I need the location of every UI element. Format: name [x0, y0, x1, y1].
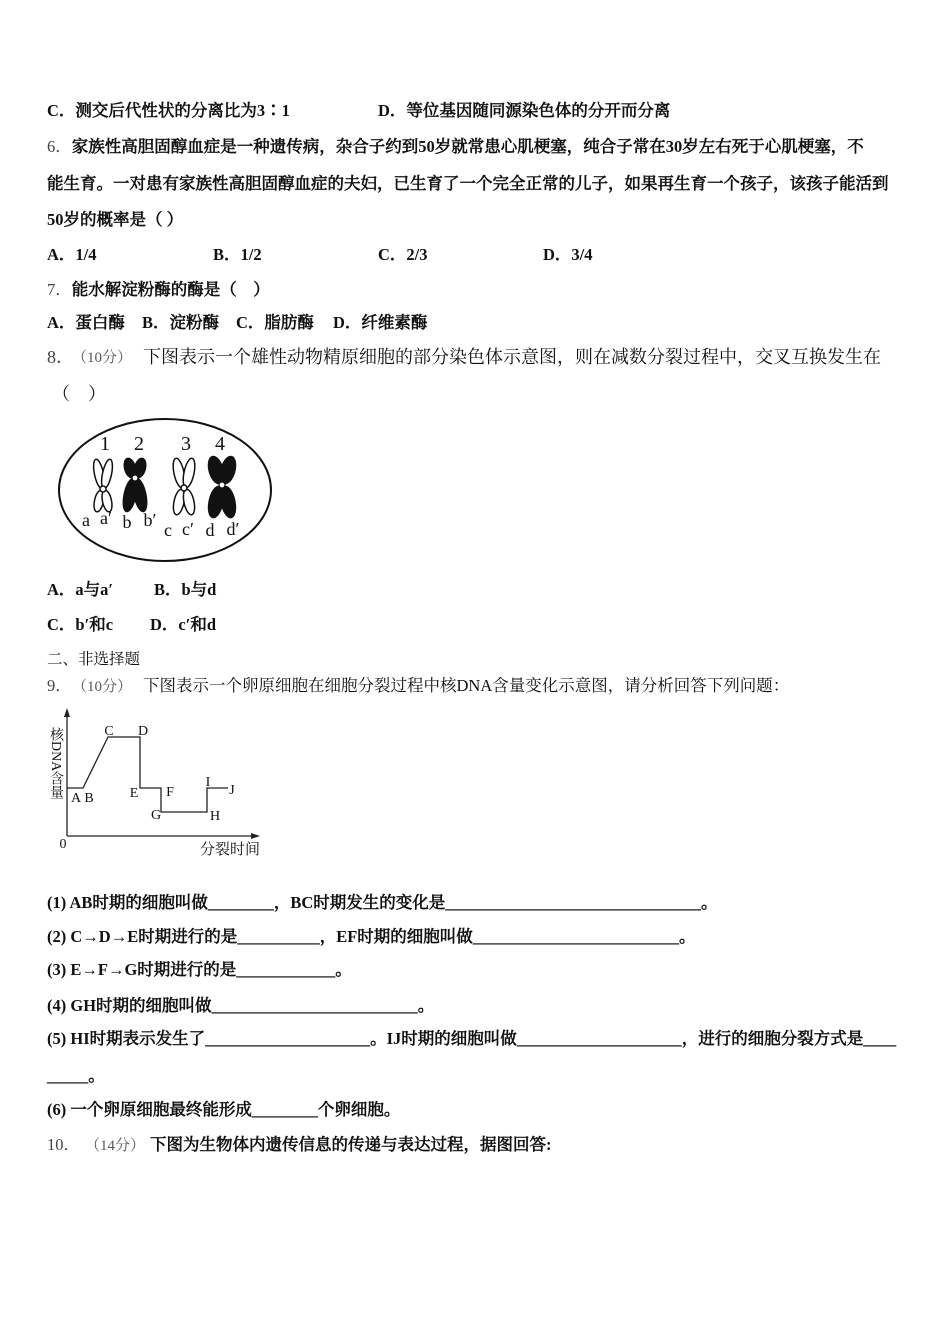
- q9-score: （10分）: [72, 679, 133, 695]
- q10-stem: 下图为生物体内遗传信息的传递与表达过程，据图回答:: [150, 1135, 552, 1154]
- q8-option-c: C．b′和c: [47, 615, 114, 634]
- gene-label-d-prime: d′: [226, 519, 240, 539]
- point-label-h: H: [209, 809, 221, 824]
- gene-label-c-prime: c′: [182, 519, 194, 539]
- gene-label-b: b: [122, 512, 132, 532]
- q8-score: （10分）: [72, 350, 133, 366]
- dna-graph-svg: [40, 705, 270, 865]
- chromatid-arm: [181, 457, 197, 488]
- point-label-j: J: [229, 783, 235, 798]
- q10-score: （14分）: [85, 1138, 146, 1154]
- q6-stem-line-2: 能生育。一对患有家族性高胆固醇血症的夫妇，已生育了一个完全正常的儿子，如果再生育一个孩子，该孩子能活到: [47, 174, 889, 193]
- chromatid-arm: [131, 477, 150, 513]
- q8-chromosome-figure: [55, 415, 277, 565]
- chromosome-number-3: 3: [181, 433, 191, 455]
- q9-dna-graph: [40, 705, 270, 865]
- gene-label-a-prime: a′: [100, 508, 112, 528]
- chromatid-arm: [99, 458, 114, 489]
- q9-answer-line-3: (3) E→F→G时期进行的是____________。: [47, 960, 352, 979]
- q9-answer-line-5-continued: _____。: [47, 1066, 105, 1085]
- point-label-i: I: [205, 775, 211, 790]
- chromosome-diagram: [55, 415, 277, 565]
- chromatid-arm: [218, 485, 238, 519]
- q7-option-c: C．脂肪酶: [236, 313, 314, 332]
- q9-number: 9．: [47, 676, 72, 695]
- q6-option-b: B．1/2: [213, 245, 262, 264]
- chromosome-2: [121, 457, 150, 513]
- x-axis-arrow: [251, 833, 260, 839]
- q6-stem-line-3: 50岁的概率是（ ）: [47, 210, 184, 229]
- q10-number: 10．: [47, 1135, 80, 1154]
- section-heading: 二、非选择题: [47, 651, 141, 668]
- point-label-c: C: [104, 724, 114, 739]
- q9-answer-line-2: (2) C→D→E时期进行的是__________，EF时期的细胞叫做_________________________。: [47, 927, 696, 946]
- q7-stem-text: 能水解淀粉酶的酶是（ ）: [71, 280, 270, 299]
- point-label-e: E: [129, 786, 139, 801]
- q9-stem: 下图表示一个卵原细胞在细胞分裂过程中核DNA含量变化示意图，请分析回答下列问题：: [143, 676, 790, 695]
- origin-label: 0: [59, 837, 67, 852]
- q5-option-d: D．等位基因随同源染色体的分开而分离: [378, 101, 671, 120]
- centromere: [132, 475, 138, 481]
- point-label-d: D: [137, 724, 149, 739]
- q9-answer-line-1: (1) AB时期的细胞叫做________，BC时期发生的变化是_______________________________。: [47, 893, 718, 912]
- gene-label-a: a: [82, 510, 90, 530]
- gene-label-b-prime: b′: [143, 510, 157, 530]
- chromosome-1: [91, 458, 114, 512]
- q7-number: 7．: [47, 280, 72, 299]
- q8-number: 8．: [47, 347, 74, 367]
- q6-option-d: D．3/4: [543, 245, 593, 264]
- q7-option-d: D．纤维素酶: [333, 313, 428, 332]
- q6-stem-line-1: [47, 137, 864, 157]
- q8-option-d: D．c′和d: [150, 615, 217, 634]
- y-axis-label: 核DNA含量: [48, 727, 63, 800]
- q8-option-a: A．a与a′: [47, 580, 114, 599]
- chromosome-number-1: 1: [100, 433, 110, 455]
- centromere: [219, 482, 225, 488]
- x-axis-label: 分裂时间: [199, 842, 261, 858]
- chromosome-number-2: 2: [134, 433, 144, 455]
- q8-option-b: B．b与d: [154, 580, 217, 599]
- q7-stem-line: [47, 280, 270, 300]
- q8-stem: 下图表示一个雄性动物精原细胞的部分染色体示意图，则在减数分裂过程中，交叉互换发生在: [143, 347, 881, 367]
- chromosome-3: [171, 457, 197, 515]
- q7-option-b: B．淀粉酶: [142, 313, 220, 332]
- q6-option-c: C．2/3: [378, 245, 428, 264]
- chromatid-arm: [181, 488, 196, 516]
- q7-option-a: A．蛋白酶: [47, 313, 125, 332]
- q6-option-a: A．1/4: [47, 245, 97, 264]
- q8-answer-blank: （ ）: [52, 384, 106, 404]
- q6-number: 6．: [47, 137, 72, 156]
- point-label-f: F: [166, 785, 174, 800]
- q9-answer-line-5: (5) HI时期表示发生了____________________。IJ时期的细胞叫做____________________，进行的细胞分裂方式是____: [47, 1029, 897, 1048]
- point-label-b: B: [84, 791, 94, 806]
- q5-option-c: C．测交后代性状的分离比为3∶1: [47, 101, 290, 120]
- q9-answer-line-4: (4) GH时期的细胞叫做_________________________。: [47, 996, 435, 1015]
- point-label-g: G: [150, 808, 162, 823]
- chromosome-4: [206, 455, 239, 519]
- gene-label-c: c: [164, 520, 172, 540]
- centromere: [100, 486, 106, 492]
- q9-answer-line-6: (6) 一个卵原细胞最终能形成________个卵细胞。: [47, 1100, 401, 1119]
- y-axis-arrow: [64, 708, 70, 717]
- gene-label-d: d: [205, 520, 215, 540]
- centromere: [181, 485, 187, 491]
- point-label-a: A: [70, 791, 82, 806]
- chromosome-number-4: 4: [215, 433, 225, 455]
- q6-stem-text-1: 家族性高胆固醇血症是一种遗传病，杂合子约到50岁就常患心肌梗塞，纯合子常在30岁左右死于心肌梗塞，不: [71, 137, 864, 156]
